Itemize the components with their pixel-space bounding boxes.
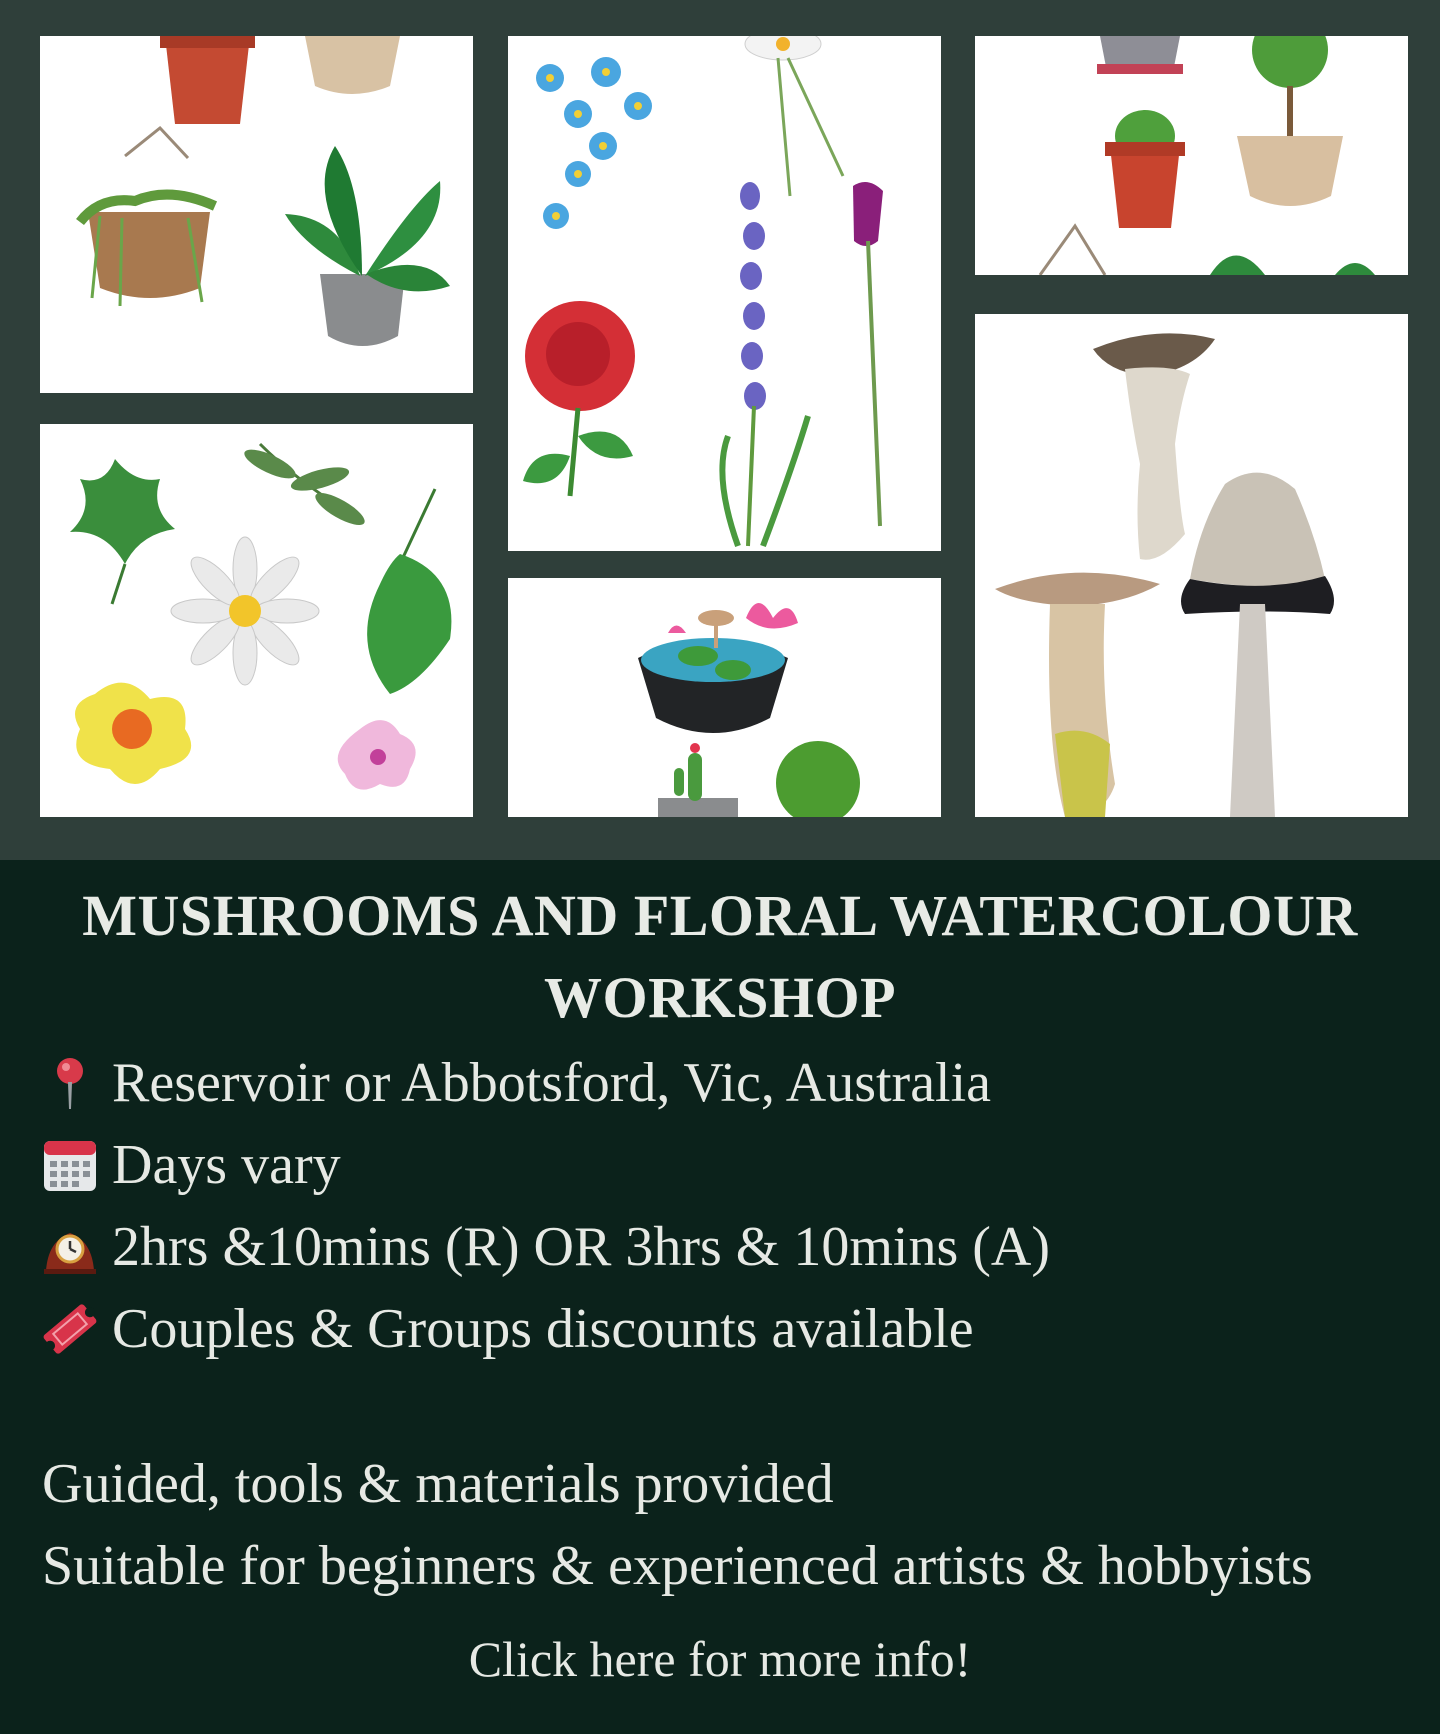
- discounts-text: Couples & Groups discounts available: [112, 1298, 974, 1360]
- detail-location: [40, 1047, 991, 1119]
- gallery-tile-mushrooms: [975, 314, 1408, 817]
- ticket-icon: [40, 1299, 100, 1359]
- detail-discounts: [40, 1293, 974, 1365]
- gallery-tile-leaves-blooms: [40, 424, 473, 817]
- workshop-title-line-2: WORKSHOP: [543, 965, 897, 1030]
- gallery-tile-potted-cactus: [975, 36, 1408, 275]
- feature-guided: Guided, tools & materials provided: [42, 1453, 834, 1515]
- detail-days: [40, 1129, 341, 1201]
- workshop-info: [0, 860, 1440, 1734]
- artwork-gallery: [0, 0, 1440, 860]
- pin-icon: [40, 1053, 100, 1113]
- gallery-tile-houseplants: [40, 36, 473, 393]
- gallery-tile-flowers: [508, 36, 941, 551]
- flowers-illustration: [508, 36, 941, 551]
- duration-text: 2hrs &10mins (R) OR 3hrs & 10mins (A): [112, 1216, 1050, 1278]
- houseplants-illustration: [40, 36, 473, 393]
- workshop-title-line-1: MUSHROOMS AND FLORAL WATERCOLOUR: [82, 883, 1358, 948]
- clock-icon: [40, 1217, 100, 1277]
- potted-cactus-illustration: [975, 36, 1408, 275]
- location-text: Reservoir or Abbotsford, Vic, Australia: [112, 1052, 992, 1114]
- mushrooms-illustration: [975, 314, 1408, 817]
- feature-suitable: Suitable for beginners & experienced artists & hobbyists: [42, 1535, 1313, 1597]
- calendar-icon: [40, 1135, 100, 1195]
- leaves-blooms-illustration: [40, 424, 473, 817]
- detail-duration: [40, 1211, 1050, 1283]
- more-info-link[interactable]: Click here for more info!: [468, 1631, 972, 1687]
- gallery-tile-water-garden: [508, 578, 941, 817]
- days-text: Days vary: [112, 1134, 341, 1196]
- water-garden-illustration: [508, 578, 941, 817]
